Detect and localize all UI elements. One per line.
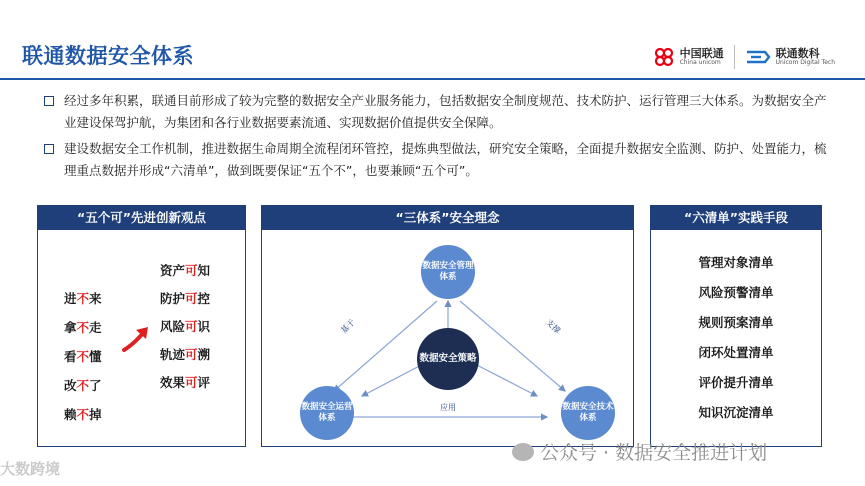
management-system-node: 数据安全管理体系 [421,245,475,299]
wuke-item: 轨迹可溯 [160,347,211,362]
unicom-digital-icon [745,48,771,66]
wubu-list [64,290,102,424]
list-item: 知识沉淀清单 [698,405,774,420]
wuke-item: 防护可控 [160,291,211,306]
wuke-item: 风险可识 [160,319,211,334]
wechat-watermark [512,438,767,465]
list-item: 管理对象清单 [698,255,774,270]
intro-bullets [44,90,834,186]
logo2-en: Unicom Digital Tech [775,58,835,66]
china-unicom-knot-icon [653,46,675,68]
bullet-item [44,90,834,134]
bullet-text: 经过多年积累，联通目前形成了较为完整的数据安全产业服务能力，包括数据安全制度规范、技术防护、运行管理三大体系。为数据安全产业建设保驾护航，为集团和各行业数据要素流通、实现数据价值提供安全保障。 [64,93,827,130]
six-list-panel-title: “六清单”实践手段 [651,206,821,230]
three-system-panel-title: “三体系”安全理念 [262,206,633,230]
unicom-digital-logo [745,48,835,66]
wuke-item: 资产可知 [160,263,211,278]
list-item: 规则预案清单 [698,315,774,330]
three-system-panel [261,205,634,447]
wubu-item: 看不懂 [64,349,102,364]
watermark-text: 公众号 · 数据安全推进计划 [540,442,768,464]
logo-divider [734,45,735,69]
list-item: 闭环处置清单 [698,345,774,360]
bullet-square-icon [44,96,54,106]
six-list [651,254,821,421]
bullet-text: 建设数据安全工作机制，推进数据生命周期全流程闭环管控，提炼典型做法，研究安全策略，全面提升数据安全监测、防护、处置能力，梳理重点数据并形成“六清单”，做到既要保证“五个不”，也要兼顾“五个可”。 [64,141,827,178]
wechat-icon [512,443,534,461]
logo1-en: China unicom [679,58,721,66]
technology-system-node: 数据安全技术体系 [561,386,615,440]
wuke-list [160,262,210,392]
wubu-item: 改不了 [64,378,102,393]
edge-center-right [469,361,537,396]
bullet-item [44,138,834,182]
upward-arrow-icon [120,324,154,354]
logo-group [653,45,835,69]
wubu-item: 拿不走 [64,320,102,335]
title-divider [0,78,865,80]
wubu-item: 赖不掉 [64,407,102,422]
list-item: 风险预警清单 [698,285,774,300]
logo1-cn: 中国联通 [679,47,724,61]
china-unicom-logo [653,46,724,68]
operation-system-node: 数据安全运营体系 [300,386,354,440]
logo2-cn: 联通数科 [775,47,820,61]
wubu-item: 进不来 [64,291,102,306]
wuke-panel [37,205,246,447]
page-title: 联通数据安全体系 [22,44,194,68]
bullet-square-icon [44,144,54,154]
wuke-panel-title: “五个可”先进创新观点 [38,206,245,230]
edge-label-right: 支撑 [544,317,562,336]
edge-label-left: 基于 [339,317,357,336]
corner-watermark: 大数跨境 [0,460,61,478]
list-item: 评价提升清单 [698,375,774,390]
wuke-item: 效果可评 [160,375,211,390]
edge-label-bottom: 应用 [440,403,456,412]
six-list-panel [650,205,822,447]
security-strategy-node: 数据安全策略 [417,328,479,390]
